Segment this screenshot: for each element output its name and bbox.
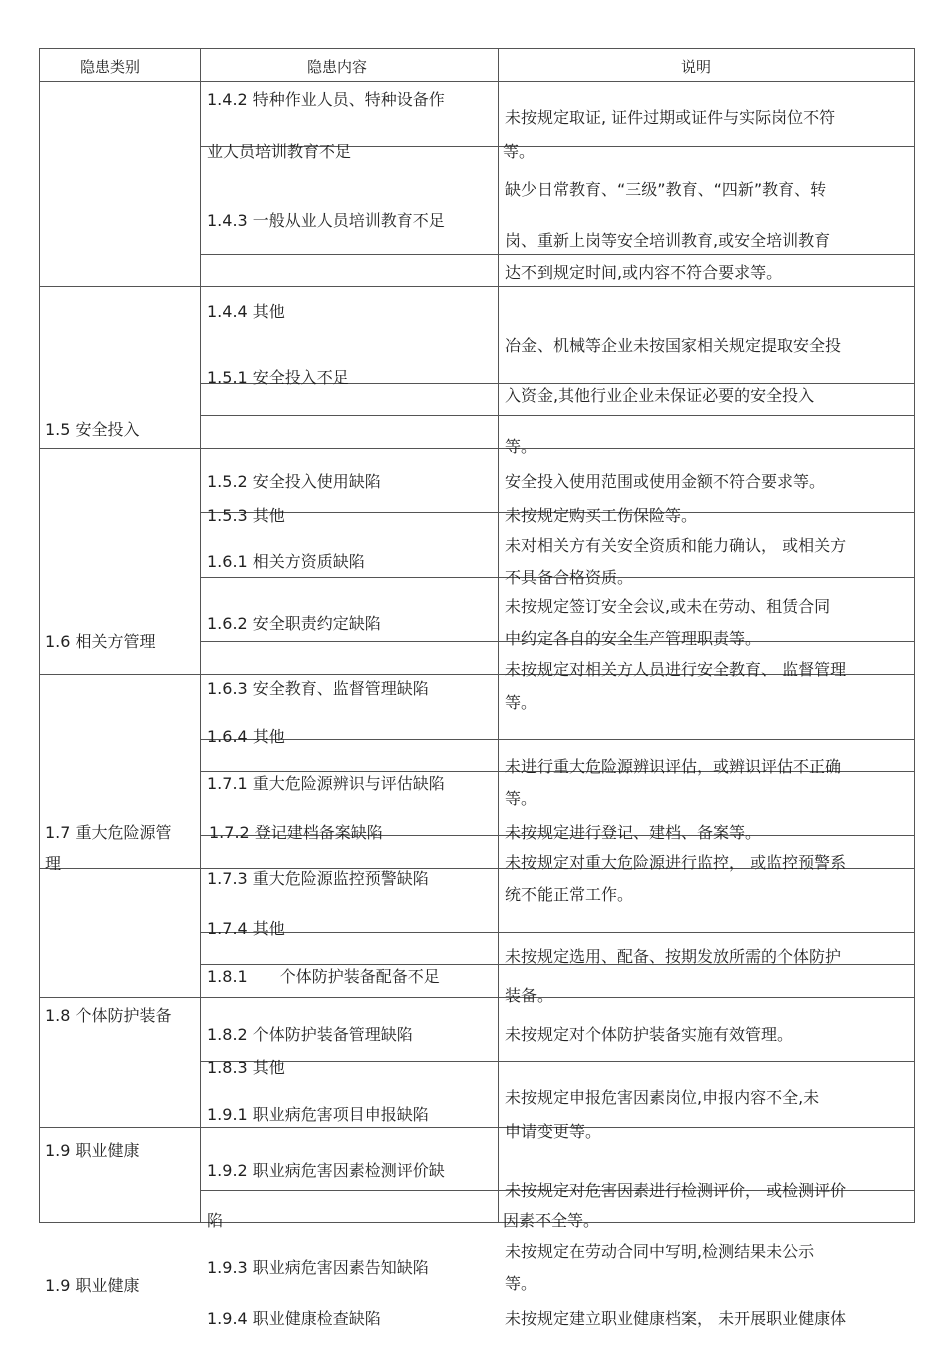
header-category: 隐患类别: [80, 58, 141, 76]
content-item: 1.7.2 登记建档备案缺陷: [209, 823, 383, 842]
grid-line: [39, 286, 915, 287]
content-item: 1.6.3 安全教育、监督管理缺陷: [207, 679, 429, 698]
note-line: 岗、重新上岗等安全培训教育,或安全培训教育: [505, 231, 831, 250]
category-label: 1.5 安全投入: [45, 420, 140, 439]
content-item: 1.4.4 其他: [207, 302, 285, 321]
note-line: 未按规定购买工伤保险等。: [505, 506, 698, 525]
note-line: 入资金,其他行业企业未保证必要的安全投入: [505, 386, 815, 405]
grid-line: [200, 1061, 915, 1062]
content-item: 1.8.2 个体防护装备管理缺陷: [207, 1025, 413, 1044]
content-item: 1.9.4 职业健康检查缺陷: [207, 1309, 381, 1328]
note-line: 未按规定对危害因素进行检测评价， 或检测评价: [505, 1181, 847, 1200]
grid-line: [39, 997, 915, 998]
grid-line: [200, 254, 915, 255]
content-item: 1.8.3 其他: [207, 1058, 285, 1077]
content-item: 1.9.3 职业病危害因素告知缺陷: [207, 1258, 429, 1277]
header-note: 说明: [681, 58, 712, 76]
content-item: 1.9.1 职业病危害项目申报缺陷: [207, 1105, 429, 1124]
note-line: 等。: [505, 789, 538, 808]
content-item: 1.6.2 安全职责约定缺陷: [207, 614, 381, 633]
category-label: 1.9 职业健康: [45, 1141, 140, 1160]
grid-line: [39, 1127, 915, 1128]
grid-line: [200, 739, 915, 740]
grid-line: [498, 48, 499, 1222]
grid-line: [39, 1222, 915, 1223]
category-label: 1.8 个体防护装备: [45, 1006, 172, 1025]
note-line: 未按规定在劳动合同中写明,检测结果未公示: [505, 1242, 815, 1261]
note-line: 缺少日常教育、“三级”教育、“四新”教育、转: [505, 180, 827, 199]
note-line: 因素不全等。: [503, 1211, 600, 1230]
grid-line: [39, 81, 915, 82]
category-label: 1.6 相关方管理: [45, 632, 156, 651]
content-item: 1.4.2 特种作业人员、特种设备作: [207, 90, 445, 109]
note-line: 未按规定申报危害因素岗位,申报内容不全,未: [505, 1088, 820, 1107]
note-line: 不具备合格资质。: [505, 568, 634, 587]
grid-line: [39, 448, 915, 449]
content-item: 1.9.2 职业病危害因素检测评价缺: [207, 1161, 445, 1180]
grid-line: [914, 48, 915, 1222]
grid-line: [39, 48, 915, 49]
note-line: 未按规定取证, 证件过期或证件与实际岗位不符: [505, 108, 836, 127]
grid-line: [200, 932, 915, 933]
note-line: 等。: [505, 437, 538, 456]
note-line: 等。: [505, 693, 538, 712]
note-line: 等。: [505, 1274, 538, 1293]
note-line: 未按规定对相关方人员进行安全教育、 监督管理: [505, 660, 847, 679]
content-item: 1.6.1 相关方资质缺陷: [207, 552, 365, 571]
note-line: 未按规定签订安全会议,或未在劳动、租赁合同: [505, 597, 831, 616]
content-item: 1.5.2 安全投入使用缺陷: [207, 472, 381, 491]
note-line: 等。: [503, 142, 536, 161]
note-line: 未按规定进行登记、建档、备案等。: [505, 823, 762, 842]
content-item: 1.4.3 一般从业人员培训教育不足: [207, 211, 445, 230]
content-item: 1.7.4 其他: [207, 919, 285, 938]
category-label: 理: [45, 854, 62, 873]
note-line: 未按规定选用、配备、按期发放所需的个体防护: [505, 947, 842, 966]
content-item: 业人员培训教育不足: [207, 142, 352, 161]
note-line: 未按规定对个体防护装备实施有效管理。: [505, 1025, 794, 1044]
grid-line: [200, 48, 201, 1222]
note-line: 安全投入使用范围或使用金额不符合要求等。: [505, 472, 826, 491]
note-line: 未对相关方有关安全资质和能力确认， 或相关方: [505, 536, 847, 555]
header-content: 隐患内容: [307, 58, 368, 76]
content-item: 1.7.3 重大危险源监控预警缺陷: [207, 869, 429, 888]
note-line: 未按规定对重大危险源进行监控， 或监控预警系: [505, 853, 847, 872]
category-label: 1.7 重大危险源管: [45, 823, 172, 842]
category-label: 1.9 职业健康: [45, 1276, 140, 1295]
note-line: 装备。: [505, 986, 554, 1005]
note-line: 达不到规定时间,或内容不符合要求等。: [505, 263, 783, 282]
content-item: 1.7.1 重大危险源辨识与评估缺陷: [207, 774, 445, 793]
content-item: 1.5.3 其他: [207, 506, 285, 525]
content-item: 1.5.1 安全投入不足: [207, 368, 349, 387]
content-item: 1.8.1 个体防护装备配备不足: [207, 967, 440, 986]
note-line: 未按规定建立职业健康档案， 未开展职业健康体: [505, 1309, 847, 1328]
note-line: 申请变更等。: [505, 1122, 602, 1141]
note-line: 统不能正常工作。: [505, 885, 634, 904]
content-item: 1.6.4 其他: [207, 727, 285, 746]
note-line: 冶金、机械等企业未按国家相关规定提取安全投: [505, 336, 842, 355]
content-item: 陷: [207, 1211, 224, 1230]
grid-line: [39, 48, 40, 1222]
note-line: 未进行重大危险源辨识评估，或辨识评估不正确: [505, 757, 842, 776]
note-line: 中约定各自的安全生产管理职责等。: [505, 629, 762, 648]
grid-line: [200, 415, 915, 416]
